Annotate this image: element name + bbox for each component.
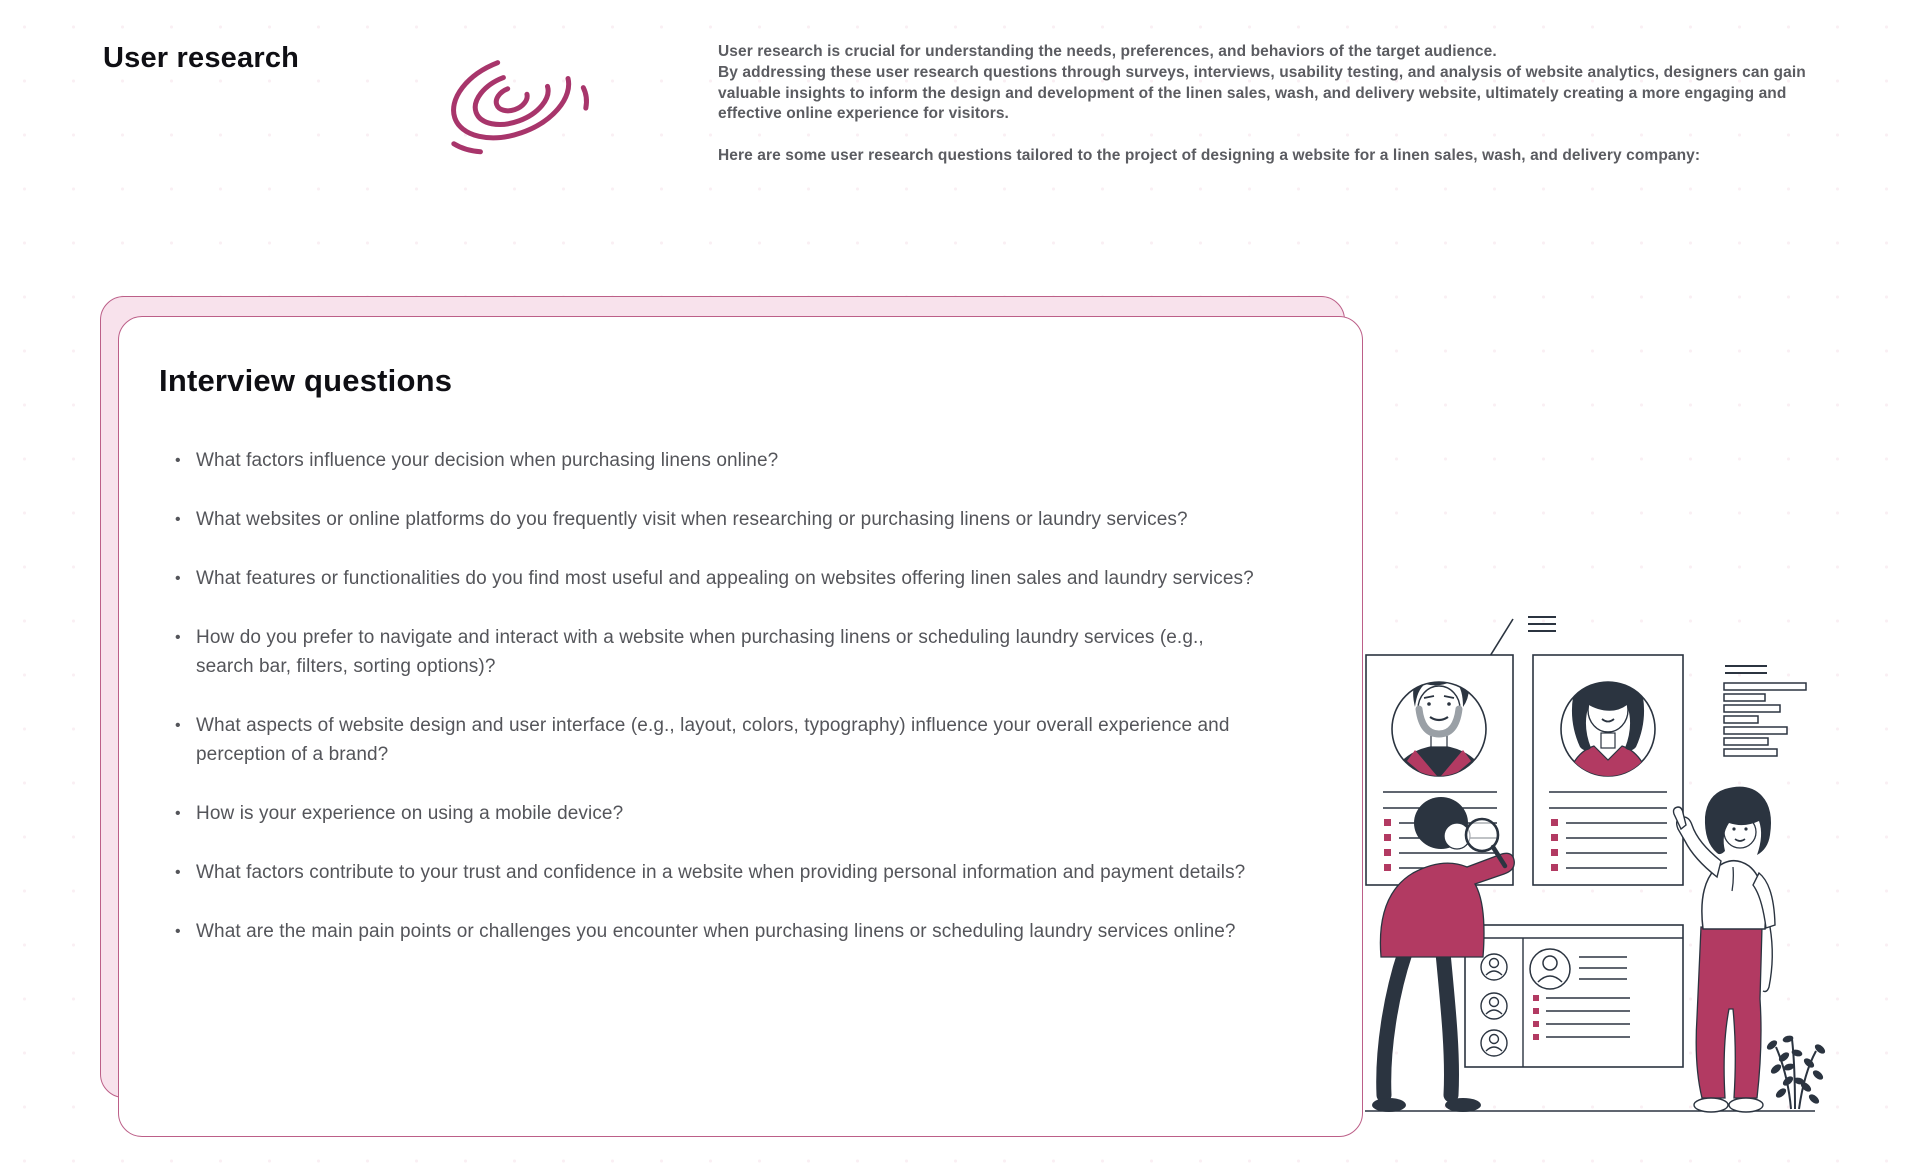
persona-card-left [1366,655,1513,885]
question-item: • What factors influence your decision when purchasing linens online? [159,446,1259,475]
swirl-dash-right [579,88,591,109]
intro-text [718,42,1826,167]
menu-lines-icon [1528,617,1556,631]
page-title: User research [103,42,300,74]
persona-card-right [1533,655,1683,885]
question-item: • How is your experience on using a mobile device? [159,799,1259,828]
pointing-woman-figure [1674,787,1776,1112]
user-list-window [1465,925,1683,1067]
swirl-dash-left [454,136,481,160]
woman-shoe [1694,1098,1728,1112]
spiral-swirl-icon [426,44,598,160]
intro-paragraph-2: Here are some user research questions tailored to the project of designing a website for a linen sales, wash, and delivery company: [718,147,1701,165]
intro-paragraph-1 [718,42,1826,125]
swirl-outer-arc [442,44,580,153]
question-item: • What are the main pain points or challenges you encounter when purchasing linens or scheduling laundry services online? [159,917,1259,946]
question-item: • What websites or online platforms do you frequently visit when researching or purchasing linens or laundry services? [159,505,1259,534]
woman-shoe [1729,1098,1763,1112]
card-title: Interview questions [159,363,453,398]
question-item: • What features or functionalities do you find most useful and appealing on websites offering linen sales and laundry services? [159,564,1259,593]
swirl-inner-arc [493,83,531,115]
question-item: • What aspects of website design and user interface (e.g., layout, colors, typography) influence your overall experience and perception of a brand? [159,711,1259,769]
woman-pants [1696,927,1762,1098]
question-list [159,446,1259,946]
user-research-personas-illustration [1363,595,1920,1120]
bar-chart-graphic [1724,666,1806,756]
interview-questions-card [118,316,1363,1137]
question-item: • How do you prefer to navigate and interact with a website when purchasing linens or scheduling laundry services (e.g., search bar, filters, sorting options)? [159,623,1259,681]
intro-line-1: User research is crucial for understanding the needs, preferences, and behaviors of the target audience. [718,43,1497,60]
question-item: • What factors contribute to your trust and confidence in a website when providing personal information and payment details? [159,858,1259,887]
intro-line-2: By addressing these user research questions through surveys, interviews, usability testing, and analysis of website analytics, designers can gain valuable insights to inform the design and development of the linen sales, wash, and delivery website, ultimately creating a more engaging and effective online experience for visitors. [718,63,1806,123]
plant-graphic [1765,1034,1827,1109]
